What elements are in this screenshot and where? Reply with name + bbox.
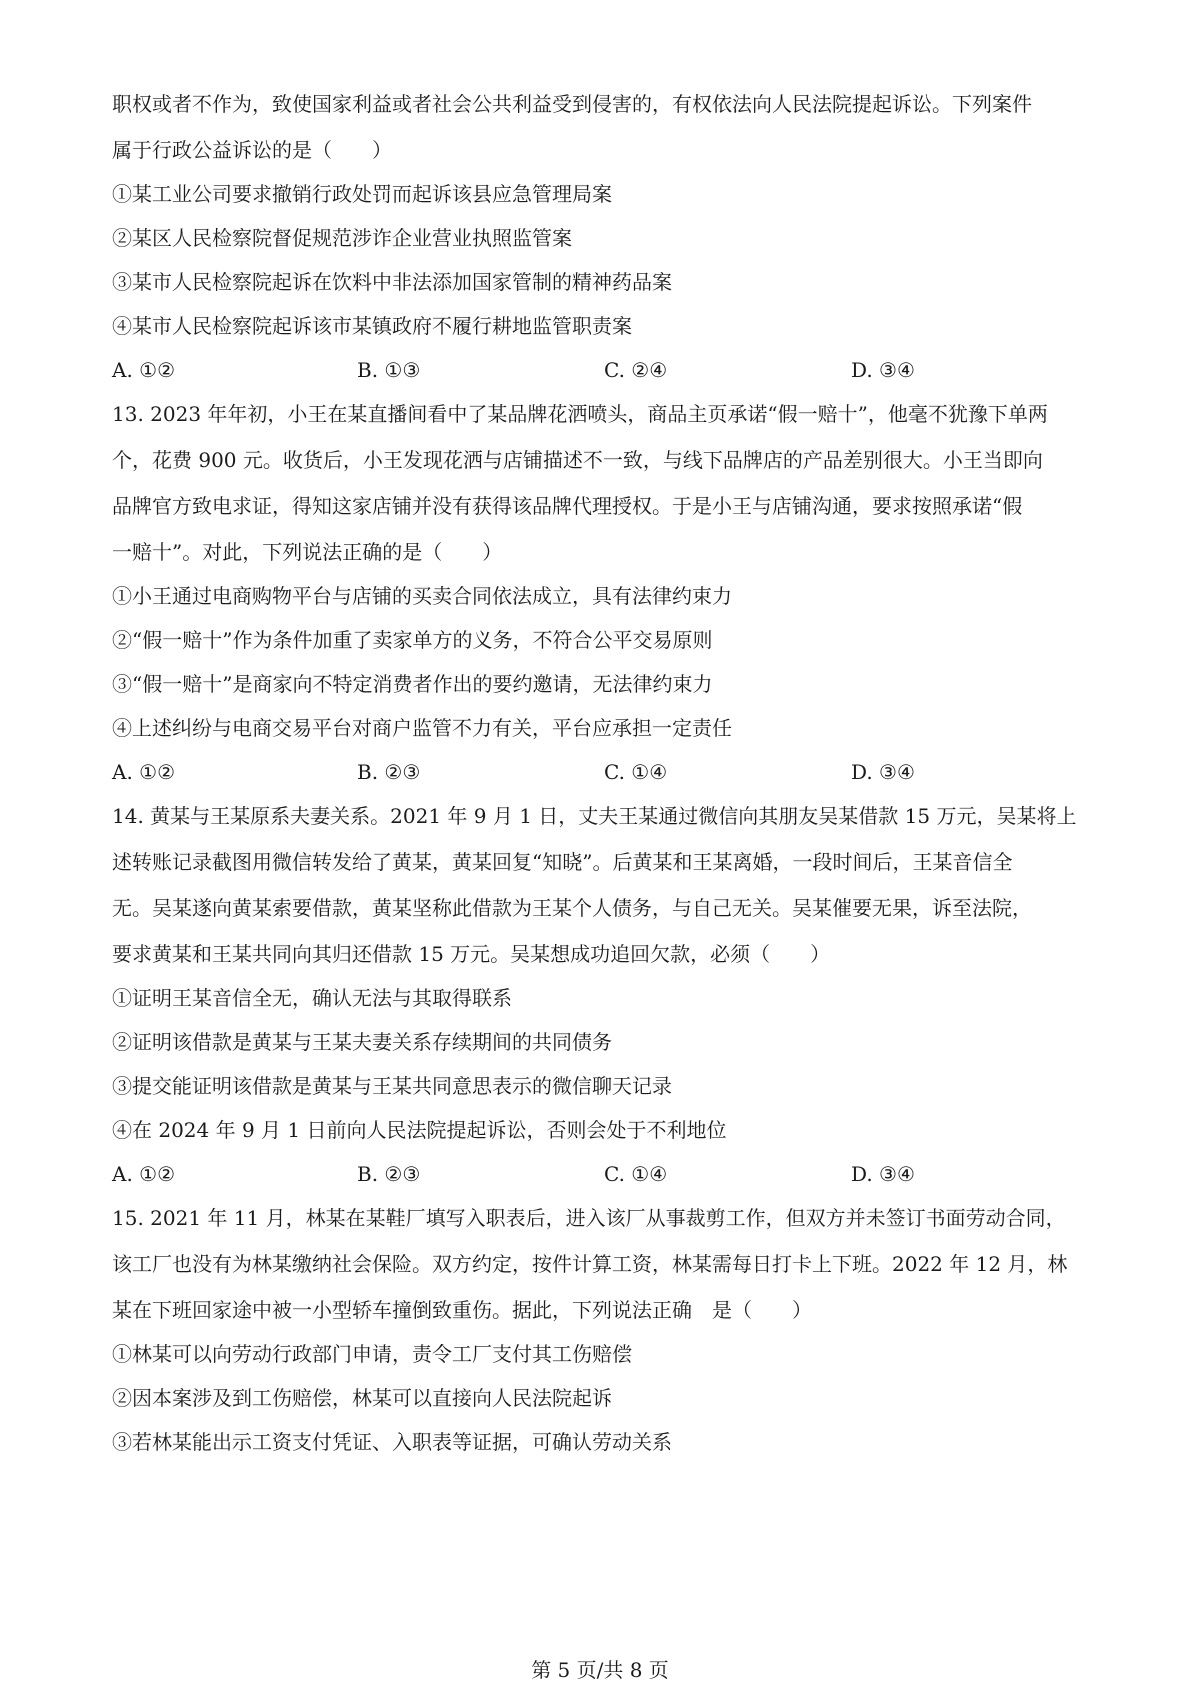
q12-choice-a: A. ①② bbox=[112, 358, 176, 382]
q15-stem-line-2: 该工厂也没有为林某缴纳社会保险。双方约定，按件计算工资，林某需每日打卡上下班。2022 年 12 月，林 bbox=[112, 1252, 1068, 1276]
q14-item-4: ④在 2024 年 9 月 1 日前向人民法院提起诉讼，否则会处于不利地位 bbox=[112, 1118, 727, 1142]
q12-item-1: ①某工业公司要求撤销行政处罚而起诉该县应急管理局案 bbox=[112, 182, 612, 206]
q13-stem-line-4: 一赔十”。对此，下列说法正确的是（ ） bbox=[112, 540, 503, 564]
q13-stem-line-1: 13. 2023 年年初，小王在某直播间看中了某品牌花洒喷头，商品主页承诺“假一赔十”，他毫不犹豫下单两 bbox=[112, 402, 1048, 426]
q13-item-2: ②“假一赔十”作为条件加重了卖家单方的义务，不符合公平交易原则 bbox=[112, 628, 713, 652]
q12-stem-line-1: 职权或者不作为，致使国家利益或者社会公共利益受到侵害的，有权依法向人民法院提起诉讼。下列案件 bbox=[112, 92, 1032, 116]
q12-choice-d: D. ③④ bbox=[851, 358, 915, 382]
q13-item-3: ③“假一赔十”是商家向不特定消费者作出的要约邀请，无法律约束力 bbox=[112, 672, 713, 696]
q14-stem-line-1: 14. 黄某与王某原系夫妻关系。2021 年 9 月 1 日，丈夫王某通过微信向其朋友吴某借款 15 万元，吴某将上 bbox=[112, 804, 1077, 828]
q15-item-3: ③若林某能出示工资支付凭证、入职表等证据，可确认劳动关系 bbox=[112, 1430, 672, 1454]
q13-choice-c: C. ①④ bbox=[604, 760, 668, 784]
q12-stem-line-2: 属于行政公益诉讼的是（ ） bbox=[112, 138, 392, 162]
q15-item-1: ①林某可以向劳动行政部门申请，责令工厂支付其工伤赔偿 bbox=[112, 1342, 632, 1366]
q14-choice-b: B. ②③ bbox=[357, 1162, 421, 1186]
q15-stem-line-3: 某在下班回家途中被一小型轿车撞倒致重伤。据此，下列说法正确 是（ ） bbox=[112, 1298, 812, 1322]
q13-choice-d: D. ③④ bbox=[851, 760, 915, 784]
q15-item-2: ②因本案涉及到工伤赔偿，林某可以直接向人民法院起诉 bbox=[112, 1386, 612, 1410]
q12-item-4: ④某市人民检察院起诉该市某镇政府不履行耕地监管职责案 bbox=[112, 314, 632, 338]
page-number-footer: 第 5 页/共 8 页 bbox=[531, 1658, 669, 1682]
q14-choice-c: C. ①④ bbox=[604, 1162, 668, 1186]
q12-choice-b: B. ①③ bbox=[357, 358, 421, 382]
q14-choice-a: A. ①② bbox=[112, 1162, 176, 1186]
q13-stem-line-3: 品牌官方致电求证，得知这家店铺并没有获得该品牌代理授权。于是小王与店铺沟通，要求按照承诺“假 bbox=[112, 494, 1023, 518]
q14-stem-line-3: 无。吴某遂向黄某索要借款，黄某坚称此借款为王某个人债务，与自己无关。吴某催要无果，诉至法院， bbox=[112, 896, 1032, 920]
q13-item-4: ④上述纠纷与电商交易平台对商户监管不力有关，平台应承担一定责任 bbox=[112, 716, 732, 740]
q14-item-2: ②证明该借款是黄某与王某夫妻关系存续期间的共同债务 bbox=[112, 1030, 612, 1054]
q14-choice-d: D. ③④ bbox=[851, 1162, 915, 1186]
q12-item-3: ③某市人民检察院起诉在饮料中非法添加国家管制的精神药品案 bbox=[112, 270, 672, 294]
q12-item-2: ②某区人民检察院督促规范涉诈企业营业执照监管案 bbox=[112, 226, 572, 250]
q13-item-1: ①小王通过电商购物平台与店铺的买卖合同依法成立，具有法律约束力 bbox=[112, 584, 732, 608]
q14-item-3: ③提交能证明该借款是黄某与王某共同意思表示的微信聊天记录 bbox=[112, 1074, 672, 1098]
q13-choice-a: A. ①② bbox=[112, 760, 176, 784]
q14-stem-line-2: 述转账记录截图用微信转发给了黄某，黄某回复“知晓”。后黄某和王某离婚，一段时间后，王某音信全 bbox=[112, 850, 1013, 874]
q12-choice-c: C. ②④ bbox=[604, 358, 668, 382]
q14-item-1: ①证明王某音信全无，确认无法与其取得联系 bbox=[112, 986, 512, 1010]
q14-stem-line-4: 要求黄某和王某共同向其归还借款 15 万元。吴某想成功追回欠款，必须（ ） bbox=[112, 942, 831, 966]
q13-choice-b: B. ②③ bbox=[357, 760, 421, 784]
q13-stem-line-2: 个，花费 900 元。收货后，小王发现花洒与店铺描述不一致，与线下品牌店的产品差别很大。小王当即向 bbox=[112, 448, 1043, 472]
q15-stem-line-1: 15. 2021 年 11 月，林某在某鞋厂填写入职表后，进入该厂从事裁剪工作，但双方并未签订书面劳动合同， bbox=[112, 1206, 1066, 1230]
